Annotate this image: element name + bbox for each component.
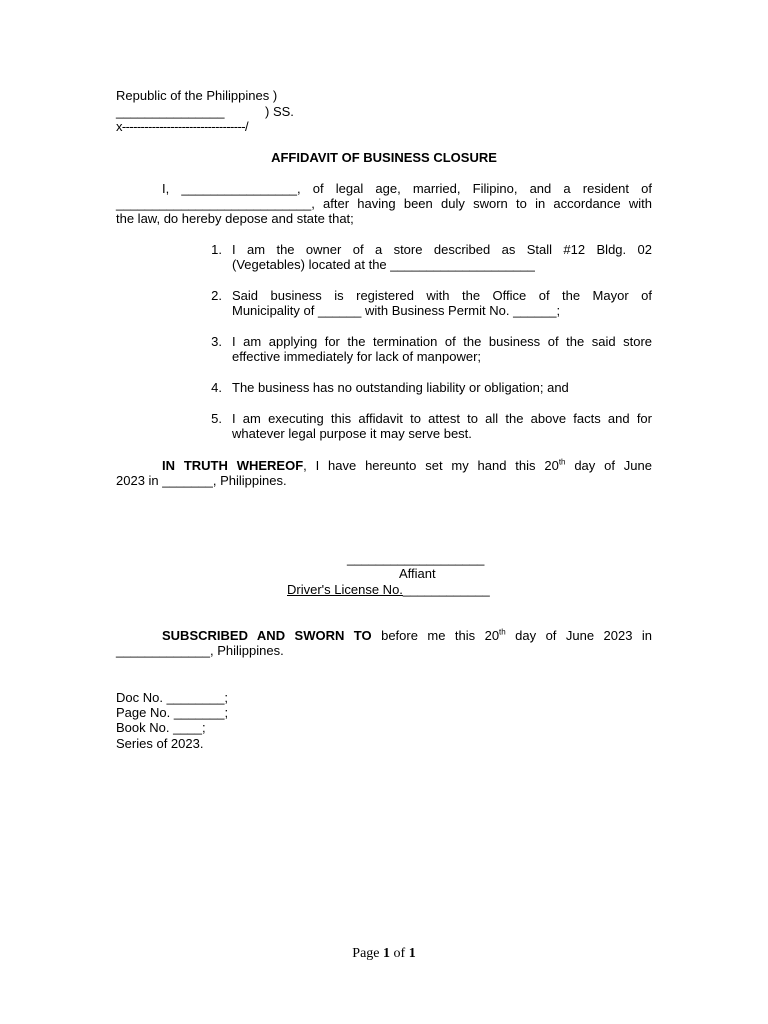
truth-line-2: 2023 in _______, Philippines. xyxy=(116,473,287,488)
footer-current-page: 1 xyxy=(383,946,391,961)
affiant-label: Affiant xyxy=(399,566,436,581)
sworn-paragraph xyxy=(116,628,652,658)
list-item-text: I am applying for the termination of the business of the said store xyxy=(232,334,652,349)
drivers-license-blank: ____________ xyxy=(402,582,490,597)
truth-line-1 xyxy=(116,458,652,473)
list-item-text: Municipality of ______ with Business Permit No. ______; xyxy=(232,303,561,318)
footer-of-word: of xyxy=(390,946,409,961)
doc-no-line xyxy=(116,690,228,705)
header-blank-line: _______________ xyxy=(116,104,225,119)
header-ss-label: ) SS. xyxy=(265,104,294,119)
book-no-semicolon: ; xyxy=(202,720,206,735)
doc-no-label: Doc No. xyxy=(116,690,167,705)
truth-paragraph xyxy=(116,458,652,488)
document-title: AFFIDAVIT OF BUSINESS CLOSURE xyxy=(271,150,497,165)
footer-total-pages: 1 xyxy=(408,946,416,961)
truth-text: day of June xyxy=(565,458,652,473)
page-no-blank: _______ xyxy=(173,705,225,720)
page-no-label: Page No. xyxy=(116,705,174,720)
book-no-blank: ____ xyxy=(173,720,203,735)
header-republic-line: Republic of the Philippines ) xyxy=(116,88,278,103)
list-item-text: I am executing this affidavit to attest to all the above facts and for xyxy=(232,411,652,426)
list-item-text: whatever legal purpose it may serve best. xyxy=(232,426,472,441)
truth-superscript: th xyxy=(558,457,566,467)
page-no-semicolon: ; xyxy=(224,705,229,720)
list-item-text: effective immediately for lack of manpower; xyxy=(232,349,482,364)
sworn-text: day of June 2023 in xyxy=(505,628,652,643)
list-number: 4. xyxy=(211,380,222,395)
series-line: Series of 2023. xyxy=(116,736,204,751)
list-item-text: (Vegetables) located at the ____________________ xyxy=(232,257,535,272)
intro-line-3: the law, do hereby depose and state that; xyxy=(116,211,354,226)
list-item-text: Said business is registered with the Office of the Mayor of xyxy=(232,288,652,303)
signature-line: ___________________ xyxy=(347,551,485,566)
drivers-license-field xyxy=(287,582,490,597)
page-footer xyxy=(0,946,768,961)
book-no-label: Book No. xyxy=(116,720,174,735)
sworn-line-2: _____________, Philippines. xyxy=(116,643,284,658)
list-number: 5. xyxy=(211,411,222,426)
sworn-line-1 xyxy=(116,628,652,643)
intro-line-1: I, ________________, of legal age, married, Filipino, and a resident of xyxy=(162,181,652,196)
header-x-line: x---------------------------------/ xyxy=(116,119,248,134)
truth-text: , I have hereunto set my hand this 20 xyxy=(303,458,559,473)
intro-line-2: ___________________________, after having been duly sworn to in accordance with xyxy=(116,196,652,211)
sworn-text: before me this 20 xyxy=(371,628,500,643)
footer-page-word: Page xyxy=(352,946,384,961)
sworn-bold-lead: SUBSCRIBED AND SWORN TO xyxy=(162,628,372,643)
list-item-text: I am the owner of a store described as Stall #12 Bldg. 02 xyxy=(232,242,652,257)
truth-bold-lead: IN TRUTH WHEREOF xyxy=(162,458,304,473)
book-no-line xyxy=(116,720,206,735)
page-no-line xyxy=(116,705,228,720)
list-item-text: The business has no outstanding liability or obligation; and xyxy=(232,380,569,395)
drivers-license-label: Driver's License No. xyxy=(287,582,403,597)
list-number: 2. xyxy=(211,288,222,303)
sworn-superscript: th xyxy=(499,627,506,637)
list-number: 3. xyxy=(211,334,222,349)
list-number: 1. xyxy=(211,242,222,257)
doc-no-semicolon: ; xyxy=(224,690,229,705)
doc-no-blank: ________ xyxy=(166,690,225,705)
intro-paragraph xyxy=(116,181,652,226)
